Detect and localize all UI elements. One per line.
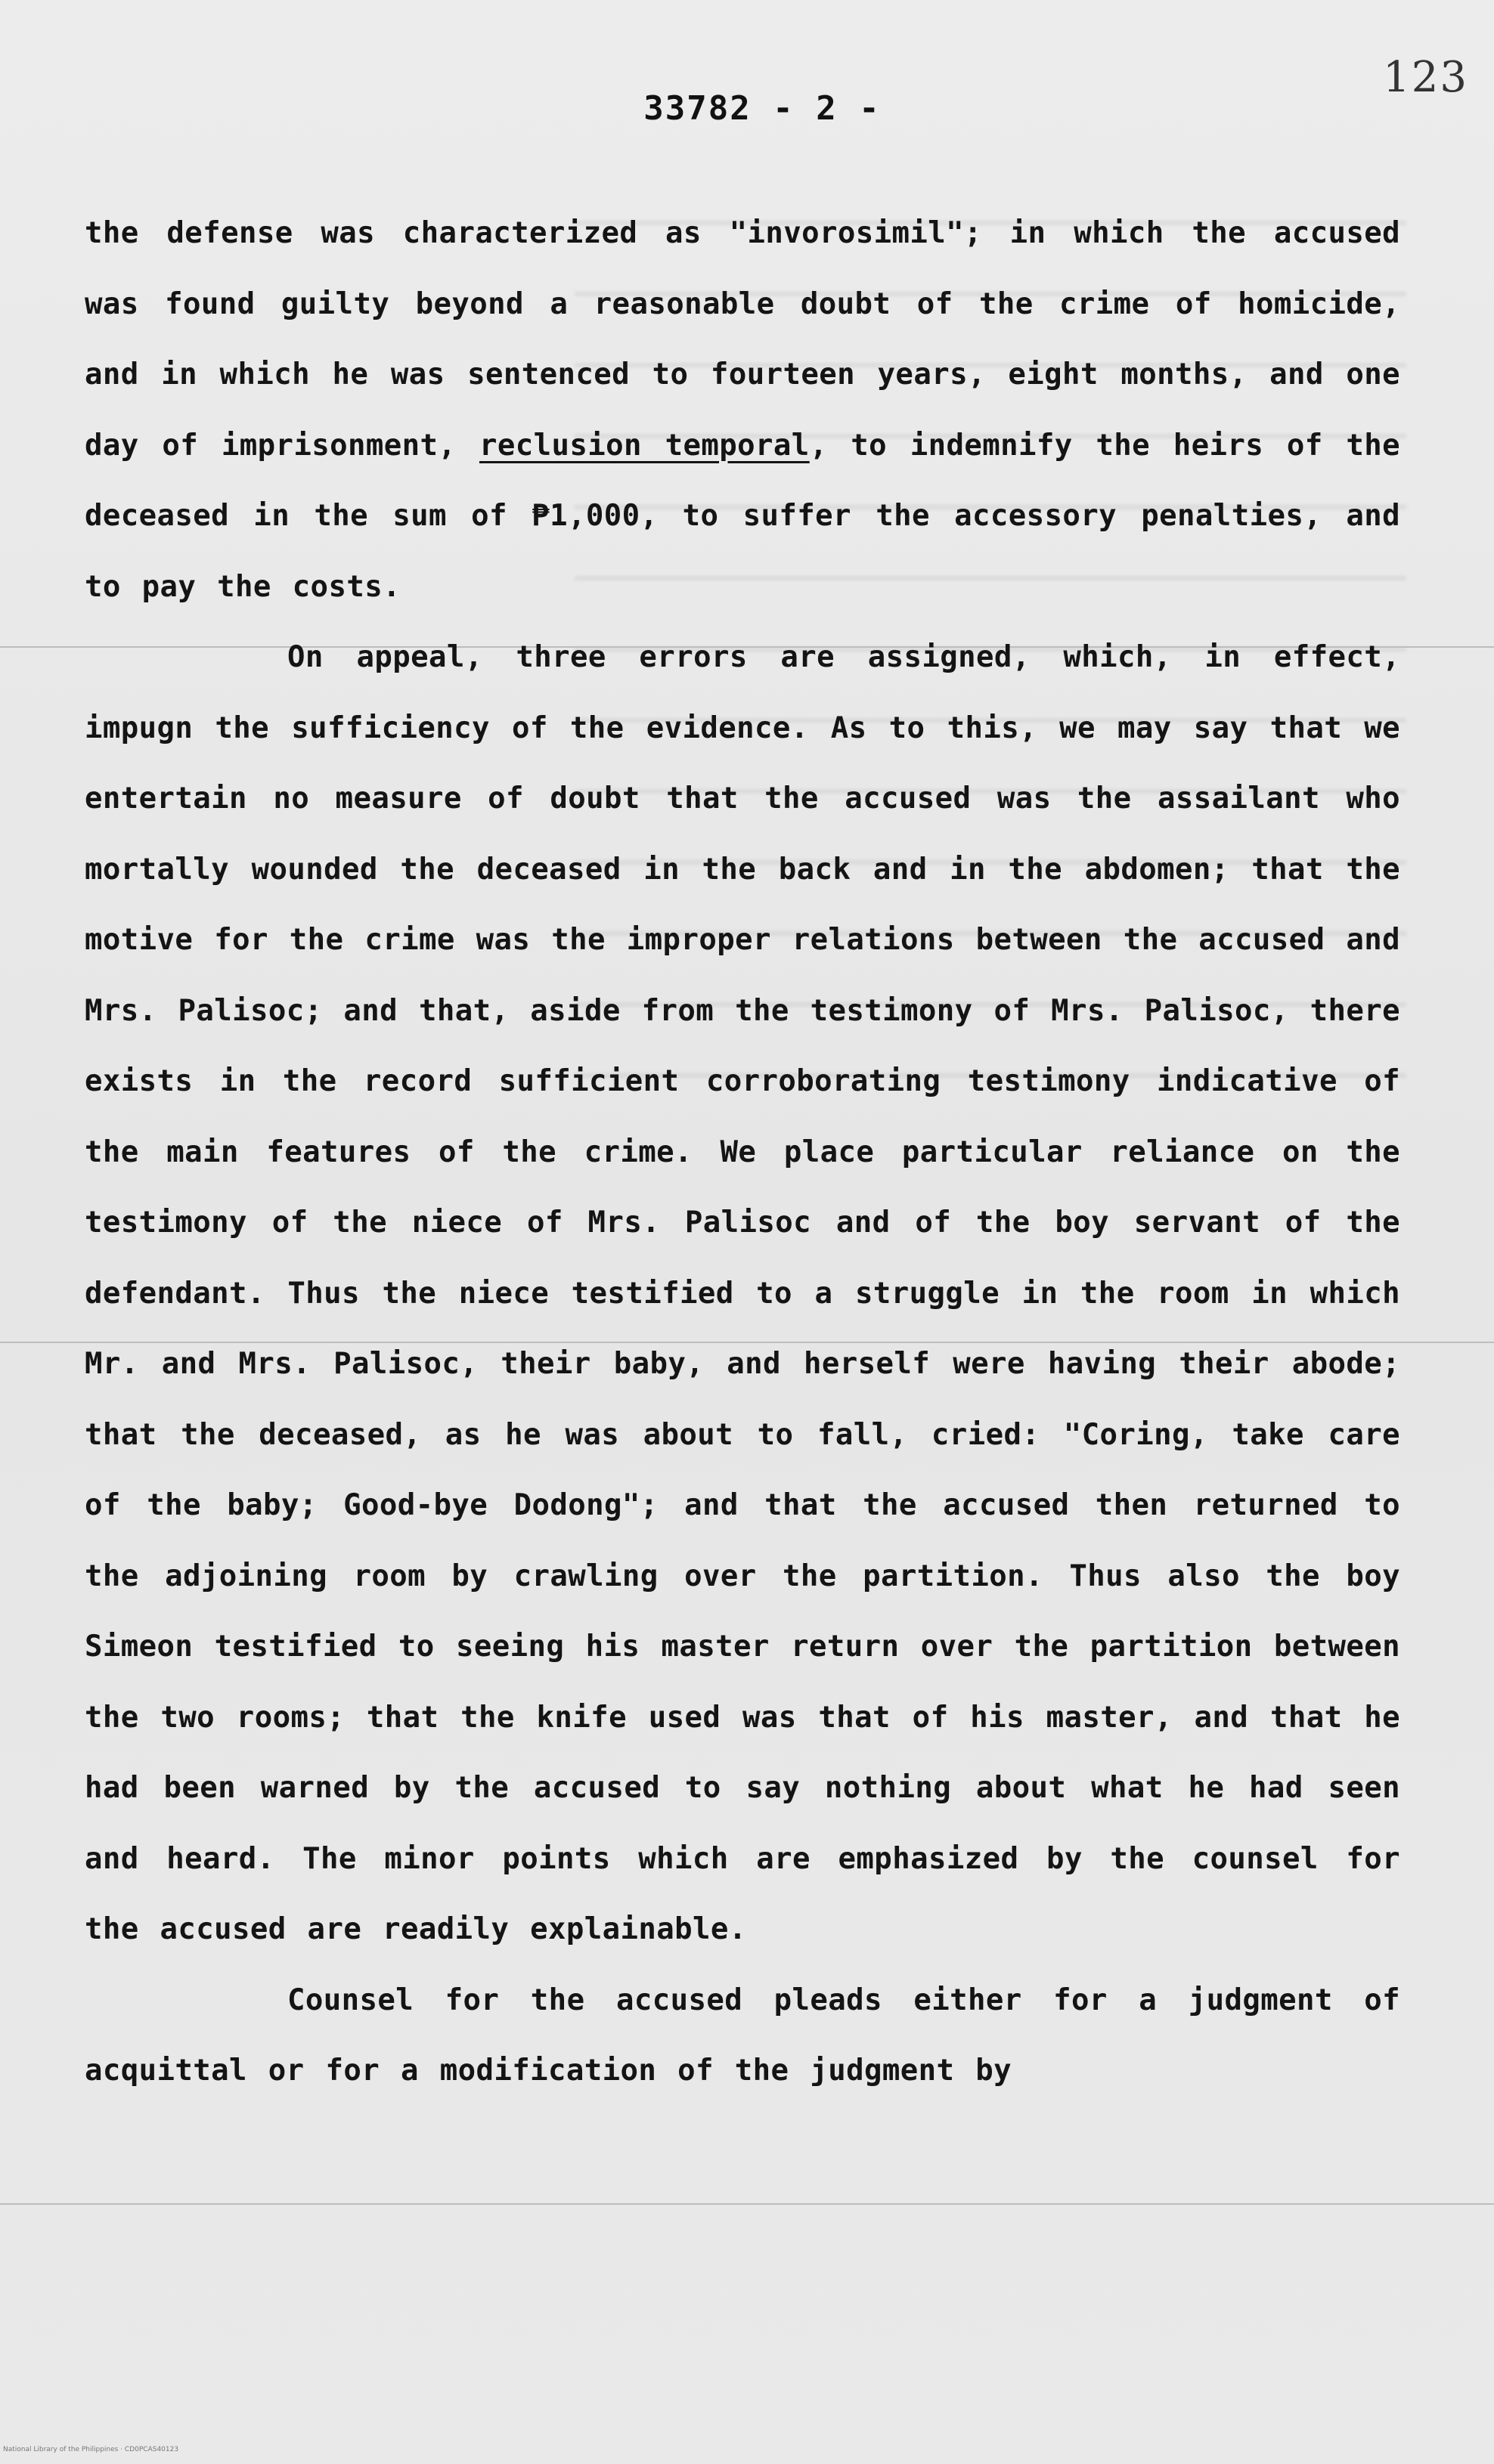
paragraph-1-text-a: the defense was characterized as "invorosimil"; in which the accused was found guilty beyond a reasonable doubt of the crime of homicide, and in which he was sentenced to fourteen years, eight months, and one day of imprisonment, [85, 216, 1400, 463]
page-number: 123 [1383, 53, 1468, 102]
paragraph-1-text-b: , to indemnify the heirs of the deceased in the sum of ₱1,000, to suffer the accessory penalties, and to pay the costs. [85, 428, 1401, 604]
document-body [85, 198, 1400, 2106]
archive-footer-note: National Library of the Philippines · CD0PCAS40123 [3, 2446, 179, 2453]
underlined-term-reclusion-temporal: reclusion temporal [479, 428, 810, 463]
paragraph-3: Counsel for the accused pleads either for a judgment of acquittal or for a modification of the judgment by [85, 1983, 1400, 2088]
page-fold-line [0, 2203, 1494, 2205]
paragraph-2: On appeal, three errors are assigned, which, in effect, impugn the sufficiency of the evidence. As to this, we may say that we entertain no measure of doubt that the accused was the assailant who mortally wounded the deceased in the back and in the abdomen; that the motive for the crime was the improper relations between the accused and Mrs. Palisoc; and that, aside from the testimony of Mrs. Palisoc, there exists in the record sufficient corroborating testimony indicative of the main features of the crime. We place particular reliance on the testimony of the niece of Mrs. Palisoc and of the boy servant of the defendant. Thus the niece testified to a struggle in the room in which Mr. and Mrs. Palisoc, their baby, and herself were having their abode; that the deceased, as he was about to fall, cried: "Coring, take care of the baby; Good-bye Dodong"; and that the accused then returned to the adjoining room by crawling over the partition. Thus also the boy Simeon testified to seeing his master return over the partition between the two rooms; that the knife used was that of his master, and that he had been warned by the accused to say nothing about what he had seen and heard. The minor points which are emphasized by the counsel for the accused are readily explainable. [85, 640, 1400, 1946]
case-header: 33782 - 2 - [643, 89, 881, 128]
paragraph-1 [85, 198, 1400, 622]
